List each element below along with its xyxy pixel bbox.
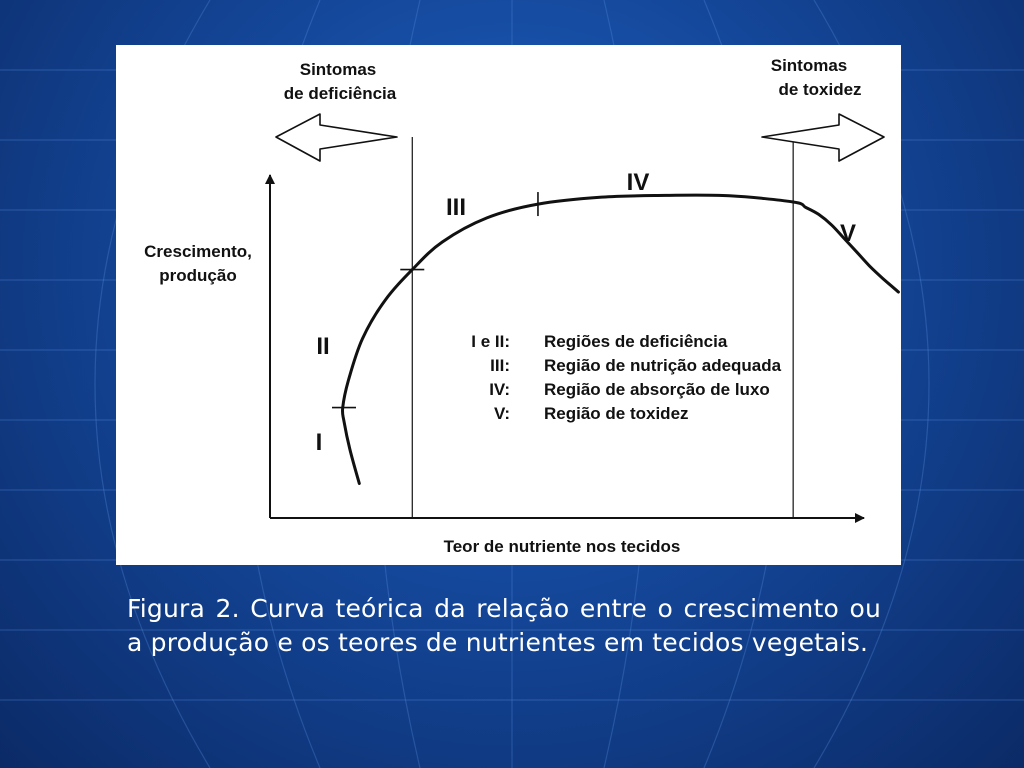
nutrient-response-chart xyxy=(116,45,901,565)
region-label-i: I xyxy=(315,429,323,456)
legend-text: Regiões de deficiência xyxy=(544,332,728,351)
toxicity-label-line1: Sintomas xyxy=(770,56,848,75)
region-label-iv: IV xyxy=(626,169,650,196)
deficiency-label-line2: de deficiência xyxy=(283,84,397,103)
legend xyxy=(471,332,781,423)
toxicity-label-line2: de toxidez xyxy=(778,80,862,99)
deficiency-arrow-icon xyxy=(276,114,397,161)
legend-text: Região de nutrição adequada xyxy=(544,356,782,375)
legend-text: Região de absorção de luxo xyxy=(544,380,770,399)
figure-caption: Figura 2. Curva teórica da relação entre o crescimento ou a produção e os teores de nutrientes em tecidos vegetais. xyxy=(127,594,881,657)
figure-panel xyxy=(116,45,901,565)
toxicity-arrow-icon xyxy=(762,114,884,161)
y-axis-label-line1: Crescimento, xyxy=(144,242,252,261)
legend-key: IV: xyxy=(489,380,510,399)
legend-key: V: xyxy=(493,404,510,423)
legend-key: III: xyxy=(490,356,510,375)
region-label-ii: II xyxy=(316,333,330,360)
legend-text: Região de toxidez xyxy=(544,404,689,423)
region-label-iii: III xyxy=(445,194,467,221)
region-label-v: V xyxy=(839,220,857,247)
deficiency-label-line1: Sintomas xyxy=(299,60,377,79)
y-axis-label-line2: produção xyxy=(159,266,237,285)
x-axis-label: Teor de nutriente nos tecidos xyxy=(443,537,681,556)
legend-key: I e II: xyxy=(471,332,510,351)
